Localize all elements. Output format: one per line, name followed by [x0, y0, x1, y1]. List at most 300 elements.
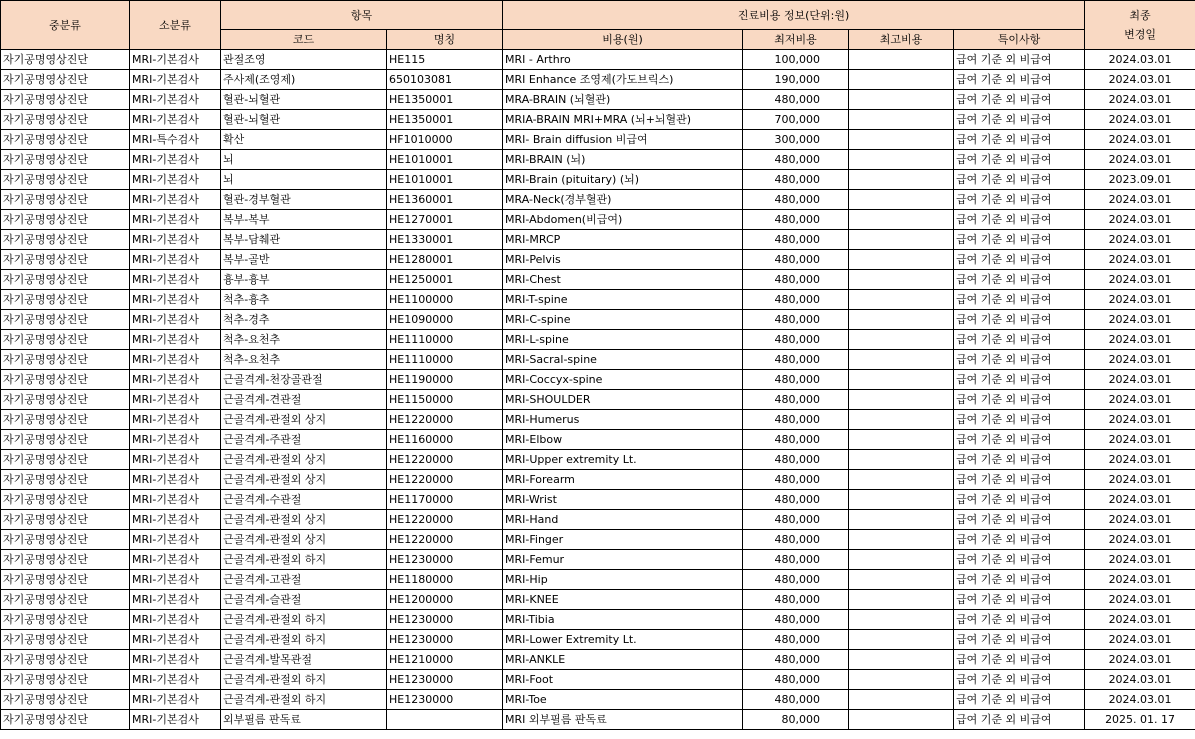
- header-note: 특이사항: [954, 30, 1085, 50]
- cell-mid-category: 자기공명영상진단: [1, 250, 130, 270]
- cell-code: 근골격계-관절외 상지: [221, 530, 387, 550]
- cell-min-cost: 480,000: [743, 670, 849, 690]
- table-row: [1, 190, 1195, 210]
- cell-min-cost: 480,000: [743, 510, 849, 530]
- cell-min-cost: 480,000: [743, 210, 849, 230]
- cell-last-modified: 2024.03.01: [1085, 590, 1195, 610]
- cell-min-cost: 480,000: [743, 630, 849, 650]
- cell-max-cost: [849, 170, 954, 190]
- cell-max-cost: [849, 510, 954, 530]
- table-header: [1, 1, 1195, 50]
- cell-last-modified: 2024.03.01: [1085, 210, 1195, 230]
- cell-note: 급여 기준 외 비급여: [954, 350, 1085, 370]
- cell-last-modified: 2024.03.01: [1085, 690, 1195, 710]
- cell-name: HE1220000: [387, 470, 503, 490]
- cell-code: 근골격계-관절외 하지: [221, 690, 387, 710]
- header-sub-category: 소분류: [130, 1, 221, 50]
- cell-name: HE1210000: [387, 650, 503, 670]
- cell-description: MRI-Finger: [503, 530, 743, 550]
- cell-note: 급여 기준 외 비급여: [954, 90, 1085, 110]
- cell-description: MRI-BRAIN (뇌): [503, 150, 743, 170]
- cell-max-cost: [849, 710, 954, 730]
- cell-last-modified: 2024.03.01: [1085, 650, 1195, 670]
- cell-mid-category: 자기공명영상진단: [1, 270, 130, 290]
- table-row: [1, 530, 1195, 550]
- cell-note: 급여 기준 외 비급여: [954, 670, 1085, 690]
- header-last-modified: [1085, 1, 1195, 50]
- cell-min-cost: 480,000: [743, 610, 849, 630]
- cell-max-cost: [849, 690, 954, 710]
- cell-note: 급여 기준 외 비급여: [954, 290, 1085, 310]
- cell-sub-category: MRI-기본검사: [130, 70, 221, 90]
- cell-description: MRI-L-spine: [503, 330, 743, 350]
- cell-mid-category: 자기공명영상진단: [1, 130, 130, 150]
- cell-description: MRI-SHOULDER: [503, 390, 743, 410]
- cell-max-cost: [849, 670, 954, 690]
- cell-name: HE1280001: [387, 250, 503, 270]
- cell-last-modified: 2024.03.01: [1085, 470, 1195, 490]
- table-row: [1, 390, 1195, 410]
- cell-note: 급여 기준 외 비급여: [954, 250, 1085, 270]
- cell-mid-category: 자기공명영상진단: [1, 190, 130, 210]
- cell-mid-category: 자기공명영상진단: [1, 70, 130, 90]
- cell-sub-category: MRI-기본검사: [130, 530, 221, 550]
- cell-last-modified: 2024.03.01: [1085, 630, 1195, 650]
- cell-mid-category: 자기공명영상진단: [1, 290, 130, 310]
- cell-min-cost: 480,000: [743, 310, 849, 330]
- cell-min-cost: 480,000: [743, 410, 849, 430]
- cell-description: MRI-Forearm: [503, 470, 743, 490]
- cell-sub-category: MRI-기본검사: [130, 270, 221, 290]
- cell-last-modified: 2024.03.01: [1085, 390, 1195, 410]
- cell-last-modified: 2024.03.01: [1085, 90, 1195, 110]
- cell-last-modified: 2024.03.01: [1085, 610, 1195, 630]
- cell-description: MRI-Hip: [503, 570, 743, 590]
- cell-description: MRI-Humerus: [503, 410, 743, 430]
- cell-note: 급여 기준 외 비급여: [954, 590, 1085, 610]
- header-last-modified-line2: 변경일: [1124, 28, 1156, 41]
- cell-mid-category: 자기공명영상진단: [1, 670, 130, 690]
- cell-last-modified: 2024.03.01: [1085, 50, 1195, 70]
- cell-note: 급여 기준 외 비급여: [954, 710, 1085, 730]
- cell-min-cost: 480,000: [743, 390, 849, 410]
- table-row: [1, 570, 1195, 590]
- cell-mid-category: 자기공명영상진단: [1, 590, 130, 610]
- cell-note: 급여 기준 외 비급여: [954, 490, 1085, 510]
- cell-description: MRI-Sacral-spine: [503, 350, 743, 370]
- cell-description: MRI-Chest: [503, 270, 743, 290]
- cell-mid-category: 자기공명영상진단: [1, 390, 130, 410]
- cell-max-cost: [849, 490, 954, 510]
- cell-code: 척추-경추: [221, 310, 387, 330]
- cell-last-modified: 2024.03.01: [1085, 250, 1195, 270]
- table-row: [1, 710, 1195, 730]
- cell-description: MRI-Wrist: [503, 490, 743, 510]
- cell-last-modified: 2024.03.01: [1085, 130, 1195, 150]
- cell-min-cost: 480,000: [743, 530, 849, 550]
- cell-name: HE1100000: [387, 290, 503, 310]
- cell-last-modified: 2023.09.01: [1085, 170, 1195, 190]
- cell-max-cost: [849, 630, 954, 650]
- cell-note: 급여 기준 외 비급여: [954, 610, 1085, 630]
- cell-note: 급여 기준 외 비급여: [954, 170, 1085, 190]
- cell-min-cost: 480,000: [743, 570, 849, 590]
- cell-min-cost: 480,000: [743, 490, 849, 510]
- cell-sub-category: MRI-기본검사: [130, 690, 221, 710]
- cell-note: 급여 기준 외 비급여: [954, 410, 1085, 430]
- cell-sub-category: MRI-기본검사: [130, 670, 221, 690]
- cell-mid-category: 자기공명영상진단: [1, 370, 130, 390]
- cell-max-cost: [849, 270, 954, 290]
- cell-sub-category: MRI-기본검사: [130, 310, 221, 330]
- table-row: [1, 290, 1195, 310]
- cell-min-cost: 480,000: [743, 550, 849, 570]
- cell-note: 급여 기준 외 비급여: [954, 370, 1085, 390]
- cell-max-cost: [849, 290, 954, 310]
- table-row: [1, 330, 1195, 350]
- cell-sub-category: MRI-기본검사: [130, 610, 221, 630]
- cell-name: HE1230000: [387, 550, 503, 570]
- cell-mid-category: 자기공명영상진단: [1, 330, 130, 350]
- cell-code: 척추-흉추: [221, 290, 387, 310]
- cell-description: MRI - Arthro: [503, 50, 743, 70]
- cell-sub-category: MRI-기본검사: [130, 650, 221, 670]
- cell-sub-category: MRI-기본검사: [130, 470, 221, 490]
- cell-max-cost: [849, 350, 954, 370]
- cell-description: MRI-ANKLE: [503, 650, 743, 670]
- cell-code: 관절조영: [221, 50, 387, 70]
- cell-min-cost: 480,000: [743, 250, 849, 270]
- cell-description: MRI-C-spine: [503, 310, 743, 330]
- cell-mid-category: 자기공명영상진단: [1, 150, 130, 170]
- cell-code: 근골격계-천장골관절: [221, 370, 387, 390]
- table-row: [1, 630, 1195, 650]
- cell-last-modified: 2024.03.01: [1085, 270, 1195, 290]
- cell-min-cost: 480,000: [743, 330, 849, 350]
- cell-name: HE1180000: [387, 570, 503, 590]
- cell-name: HE1230000: [387, 690, 503, 710]
- cell-max-cost: [849, 330, 954, 350]
- cell-code: 척추-요천추: [221, 350, 387, 370]
- cell-note: 급여 기준 외 비급여: [954, 270, 1085, 290]
- cell-code: 주사제(조영제): [221, 70, 387, 90]
- table-row: [1, 270, 1195, 290]
- table-row: [1, 250, 1195, 270]
- cell-name: HE1230000: [387, 610, 503, 630]
- cell-sub-category: MRI-기본검사: [130, 290, 221, 310]
- cell-last-modified: 2024.03.01: [1085, 330, 1195, 350]
- cell-code: 외부필름 판독료: [221, 710, 387, 730]
- cell-note: 급여 기준 외 비급여: [954, 190, 1085, 210]
- cell-description: MRI Enhance 조영제(가도브릭스): [503, 70, 743, 90]
- cell-name: HE1360001: [387, 190, 503, 210]
- cell-last-modified: 2024.03.01: [1085, 450, 1195, 470]
- cell-description: MRI-Coccyx-spine: [503, 370, 743, 390]
- cell-name: 650103081: [387, 70, 503, 90]
- cell-note: 급여 기준 외 비급여: [954, 110, 1085, 130]
- cell-description: MRI-KNEE: [503, 590, 743, 610]
- table-row: [1, 130, 1195, 150]
- cell-code: 복부-담췌관: [221, 230, 387, 250]
- cell-min-cost: 480,000: [743, 470, 849, 490]
- cell-code: 흉부-흉부: [221, 270, 387, 290]
- cell-max-cost: [849, 250, 954, 270]
- cell-note: 급여 기준 외 비급여: [954, 510, 1085, 530]
- cell-code: 복부-골반: [221, 250, 387, 270]
- cell-min-cost: 100,000: [743, 50, 849, 70]
- cell-sub-category: MRI-기본검사: [130, 110, 221, 130]
- cell-last-modified: 2024.03.01: [1085, 150, 1195, 170]
- cell-sub-category: MRI-기본검사: [130, 170, 221, 190]
- cell-code: 근골격계-관절외 상지: [221, 450, 387, 470]
- cell-max-cost: [849, 450, 954, 470]
- cell-last-modified: 2024.03.01: [1085, 430, 1195, 450]
- cell-description: MRI-Pelvis: [503, 250, 743, 270]
- cell-sub-category: MRI-기본검사: [130, 630, 221, 650]
- cell-note: 급여 기준 외 비급여: [954, 570, 1085, 590]
- cell-sub-category: MRI-기본검사: [130, 390, 221, 410]
- table-row: [1, 150, 1195, 170]
- cell-mid-category: 자기공명영상진단: [1, 530, 130, 550]
- table-row: [1, 350, 1195, 370]
- cell-code: 근골격계-관절외 하지: [221, 630, 387, 650]
- cell-description: MRI-T-spine: [503, 290, 743, 310]
- cell-note: 급여 기준 외 비급여: [954, 150, 1085, 170]
- table-row: [1, 450, 1195, 470]
- cell-code: 근골격계-고관절: [221, 570, 387, 590]
- table-row: [1, 550, 1195, 570]
- cell-note: 급여 기준 외 비급여: [954, 130, 1085, 150]
- cell-last-modified: 2024.03.01: [1085, 510, 1195, 530]
- cell-sub-category: MRI-기본검사: [130, 510, 221, 530]
- cell-mid-category: 자기공명영상진단: [1, 470, 130, 490]
- cell-last-modified: 2025. 01. 17: [1085, 710, 1195, 730]
- cell-max-cost: [849, 390, 954, 410]
- cell-code: 뇌: [221, 150, 387, 170]
- table-row: [1, 310, 1195, 330]
- cell-last-modified: 2024.03.01: [1085, 230, 1195, 250]
- cell-mid-category: 자기공명영상진단: [1, 90, 130, 110]
- cell-name: HE1190000: [387, 370, 503, 390]
- cell-max-cost: [849, 370, 954, 390]
- cell-note: 급여 기준 외 비급여: [954, 550, 1085, 570]
- cell-max-cost: [849, 470, 954, 490]
- cell-name: HE1220000: [387, 510, 503, 530]
- table-row: [1, 650, 1195, 670]
- cell-note: 급여 기준 외 비급여: [954, 530, 1085, 550]
- cell-name: HE1230000: [387, 630, 503, 650]
- cell-max-cost: [849, 70, 954, 90]
- cell-mid-category: 자기공명영상진단: [1, 510, 130, 530]
- cell-mid-category: 자기공명영상진단: [1, 430, 130, 450]
- cell-mid-category: 자기공명영상진단: [1, 110, 130, 130]
- cell-mid-category: 자기공명영상진단: [1, 410, 130, 430]
- cell-sub-category: MRI-기본검사: [130, 590, 221, 610]
- table-row: [1, 690, 1195, 710]
- cell-code: 근골격계-주관절: [221, 430, 387, 450]
- cell-description: MRI-Hand: [503, 510, 743, 530]
- cell-name: [387, 710, 503, 730]
- cell-min-cost: 480,000: [743, 230, 849, 250]
- cell-description: MRI-Brain (pituitary) (뇌): [503, 170, 743, 190]
- cell-mid-category: 자기공명영상진단: [1, 650, 130, 670]
- table-row: [1, 370, 1195, 390]
- cell-max-cost: [849, 650, 954, 670]
- header-name: 명칭: [387, 30, 503, 50]
- cell-note: 급여 기준 외 비급여: [954, 330, 1085, 350]
- cell-mid-category: 자기공명영상진단: [1, 350, 130, 370]
- cell-mid-category: 자기공명영상진단: [1, 610, 130, 630]
- cell-code: 확산: [221, 130, 387, 150]
- cell-name: HE1170000: [387, 490, 503, 510]
- cell-name: HE1010001: [387, 170, 503, 190]
- cell-note: 급여 기준 외 비급여: [954, 210, 1085, 230]
- cell-sub-category: MRI-기본검사: [130, 50, 221, 70]
- cell-code: 혈관-뇌혈관: [221, 90, 387, 110]
- cell-last-modified: 2024.03.01: [1085, 670, 1195, 690]
- cell-min-cost: 480,000: [743, 590, 849, 610]
- cell-name: HE1110000: [387, 350, 503, 370]
- cell-code: 근골격계-관절외 상지: [221, 470, 387, 490]
- cell-name: HE1220000: [387, 450, 503, 470]
- cell-note: 급여 기준 외 비급여: [954, 230, 1085, 250]
- cell-note: 급여 기준 외 비급여: [954, 690, 1085, 710]
- table-row: [1, 510, 1195, 530]
- cell-description: MRI-Elbow: [503, 430, 743, 450]
- cell-name: HE1350001: [387, 90, 503, 110]
- cell-max-cost: [849, 150, 954, 170]
- cell-name: HF1010000: [387, 130, 503, 150]
- table-row: [1, 410, 1195, 430]
- cell-name: HE1090000: [387, 310, 503, 330]
- table-row: [1, 210, 1195, 230]
- cell-max-cost: [849, 550, 954, 570]
- cell-name: HE1270001: [387, 210, 503, 230]
- header-last-modified-line1: 최종: [1129, 9, 1151, 22]
- cell-min-cost: 480,000: [743, 370, 849, 390]
- cell-sub-category: MRI-기본검사: [130, 550, 221, 570]
- cell-max-cost: [849, 210, 954, 230]
- cell-code: 복부-복부: [221, 210, 387, 230]
- cell-last-modified: 2024.03.01: [1085, 370, 1195, 390]
- cell-code: 근골격계-관절외 상지: [221, 510, 387, 530]
- cell-last-modified: 2024.03.01: [1085, 310, 1195, 330]
- cell-code: 뇌: [221, 170, 387, 190]
- table-row: [1, 470, 1195, 490]
- cell-min-cost: 480,000: [743, 650, 849, 670]
- cell-min-cost: 190,000: [743, 70, 849, 90]
- cell-min-cost: 480,000: [743, 150, 849, 170]
- cell-code: 혈관-경부혈관: [221, 190, 387, 210]
- cell-max-cost: [849, 190, 954, 210]
- cell-min-cost: 480,000: [743, 350, 849, 370]
- cell-sub-category: MRI-기본검사: [130, 350, 221, 370]
- cell-sub-category: MRI-기본검사: [130, 370, 221, 390]
- cell-sub-category: MRI-기본검사: [130, 410, 221, 430]
- cell-last-modified: 2024.03.01: [1085, 410, 1195, 430]
- cell-name: HE115: [387, 50, 503, 70]
- cell-sub-category: MRI-기본검사: [130, 190, 221, 210]
- cell-code: 근골격계-관절외 하지: [221, 610, 387, 630]
- cell-sub-category: MRI-기본검사: [130, 490, 221, 510]
- cell-min-cost: 480,000: [743, 430, 849, 450]
- cell-mid-category: 자기공명영상진단: [1, 630, 130, 650]
- cell-description: MRI-Toe: [503, 690, 743, 710]
- cell-last-modified: 2024.03.01: [1085, 70, 1195, 90]
- cell-code: 근골격계-수관절: [221, 490, 387, 510]
- cell-mid-category: 자기공명영상진단: [1, 570, 130, 590]
- cell-description: MRI- Brain diffusion 비급여: [503, 130, 743, 150]
- cell-min-cost: 700,000: [743, 110, 849, 130]
- cell-last-modified: 2024.03.01: [1085, 290, 1195, 310]
- cell-sub-category: MRI-기본검사: [130, 90, 221, 110]
- cell-max-cost: [849, 110, 954, 130]
- cell-name: HE1010001: [387, 150, 503, 170]
- cell-description: MRI-Abdomen(비급여): [503, 210, 743, 230]
- cell-min-cost: 480,000: [743, 90, 849, 110]
- cell-description: MRI-Tibia: [503, 610, 743, 630]
- cell-description: MRA-BRAIN (뇌혈관): [503, 90, 743, 110]
- cell-code: 척추-요천추: [221, 330, 387, 350]
- cell-min-cost: 480,000: [743, 690, 849, 710]
- cell-mid-category: 자기공명영상진단: [1, 50, 130, 70]
- cell-max-cost: [849, 310, 954, 330]
- cell-max-cost: [849, 430, 954, 450]
- table-row: [1, 490, 1195, 510]
- cell-sub-category: MRI-기본검사: [130, 150, 221, 170]
- cell-code: 근골격계-관절외 하지: [221, 550, 387, 570]
- table-row: [1, 70, 1195, 90]
- cell-max-cost: [849, 50, 954, 70]
- cell-description: MRI-Upper extremity Lt.: [503, 450, 743, 470]
- cell-description: MRA-Neck(경부혈관): [503, 190, 743, 210]
- cell-last-modified: 2024.03.01: [1085, 190, 1195, 210]
- cell-sub-category: MRI-기본검사: [130, 330, 221, 350]
- cell-name: HE1230000: [387, 670, 503, 690]
- cell-max-cost: [849, 90, 954, 110]
- cell-note: 급여 기준 외 비급여: [954, 630, 1085, 650]
- cell-code: 근골격계-발목관절: [221, 650, 387, 670]
- cell-max-cost: [849, 230, 954, 250]
- cell-min-cost: 300,000: [743, 130, 849, 150]
- cell-sub-category: MRI-기본검사: [130, 570, 221, 590]
- cell-name: HE1110000: [387, 330, 503, 350]
- header-min-cost: 최저비용: [743, 30, 849, 50]
- table-row: [1, 50, 1195, 70]
- cell-code: 근골격계-견관절: [221, 390, 387, 410]
- cell-max-cost: [849, 610, 954, 630]
- cell-min-cost: 80,000: [743, 710, 849, 730]
- cell-code: 근골격계-슬관절: [221, 590, 387, 610]
- cell-mid-category: 자기공명영상진단: [1, 230, 130, 250]
- cell-mid-category: 자기공명영상진단: [1, 490, 130, 510]
- cell-max-cost: [849, 410, 954, 430]
- cell-max-cost: [849, 590, 954, 610]
- cell-min-cost: 480,000: [743, 450, 849, 470]
- cell-sub-category: MRI-특수검사: [130, 130, 221, 150]
- cell-last-modified: 2024.03.01: [1085, 570, 1195, 590]
- cell-sub-category: MRI-기본검사: [130, 250, 221, 270]
- cell-name: HE1250001: [387, 270, 503, 290]
- cell-code: 근골격계-관절외 하지: [221, 670, 387, 690]
- cell-mid-category: 자기공명영상진단: [1, 210, 130, 230]
- cell-min-cost: 480,000: [743, 290, 849, 310]
- cell-mid-category: 자기공명영상진단: [1, 690, 130, 710]
- cell-code: 혈관-뇌혈관: [221, 110, 387, 130]
- cell-min-cost: 480,000: [743, 170, 849, 190]
- cell-description: MRI-MRCP: [503, 230, 743, 250]
- cell-mid-category: 자기공명영상진단: [1, 550, 130, 570]
